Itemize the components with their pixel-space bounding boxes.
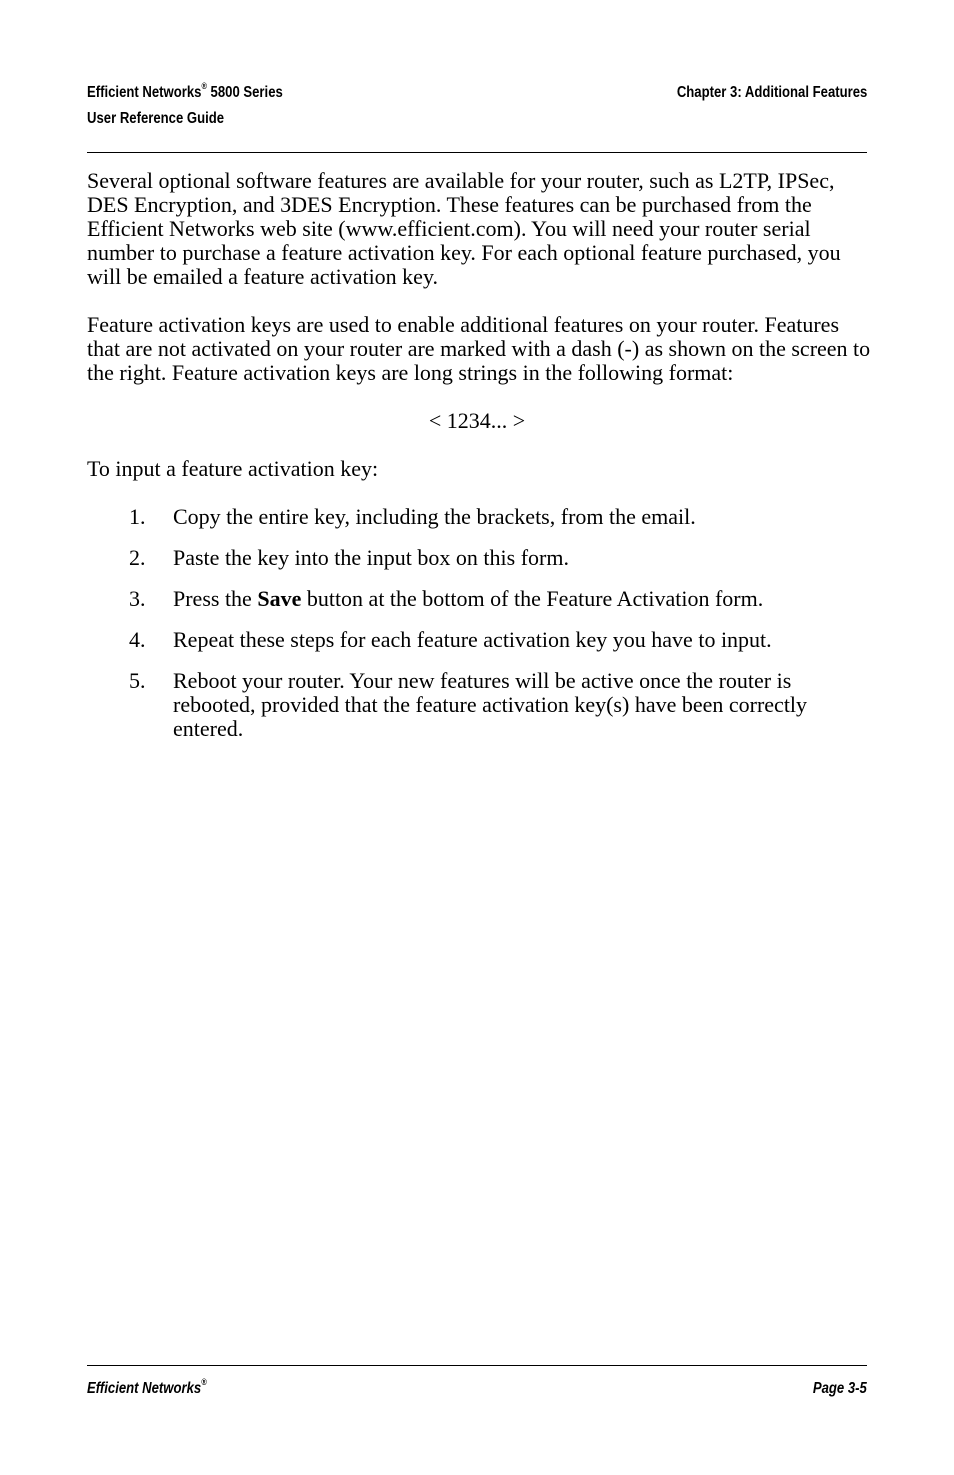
header-series: 5800 Series xyxy=(206,84,283,101)
step-number: 2. xyxy=(129,545,146,570)
footer-brand-line xyxy=(87,1376,207,1402)
step-text-post: button at the bottom of the Feature Activation form. xyxy=(301,586,764,611)
header-product-line xyxy=(87,80,283,106)
list-item xyxy=(87,546,833,570)
step-text: Repeat these steps for each feature activation key you have to input. xyxy=(173,627,772,652)
list-item xyxy=(87,587,833,611)
step-number: 5. xyxy=(129,668,146,693)
save-label-bold: Save xyxy=(257,586,302,611)
step-text-pre: Press the xyxy=(173,586,258,611)
footer-brand: Efficient Networks xyxy=(87,1380,202,1397)
header-brand: Efficient Networks xyxy=(87,84,202,101)
page-body xyxy=(87,169,877,758)
registered-mark: ® xyxy=(201,1377,207,1387)
header-chapter: Chapter 3: Additional Features xyxy=(676,84,867,101)
step-text: Paste the key into the input box on this form. xyxy=(173,545,569,570)
page-header xyxy=(87,80,867,153)
paragraph-activation-keys: Feature activation keys are used to enable additional features on your router. Features that are not activated on your router are marked with a dash (-) as shown on the screen to the right. Feature activation keys are long strings in the following format: xyxy=(87,312,871,385)
step-text: Copy the entire key, including the brackets, from the email. xyxy=(173,504,696,529)
steps-list xyxy=(87,505,877,741)
paragraph-features-intro: Several optional software features are available for your router, such as L2TP, IPSec, DES Encryption, and 3DES Encryption. These features can be purchased from the Efficient Networks web site (www.efficient.com). You will need your router serial number to purchase a feature activation key. For each optional feature purchased, you will be emailed a feature activation key. xyxy=(87,168,841,289)
list-item xyxy=(87,628,833,652)
registered-mark: ® xyxy=(201,81,207,91)
page-number: Page 3-5 xyxy=(813,1380,867,1397)
list-item xyxy=(87,505,833,529)
page-footer xyxy=(87,1365,867,1397)
header-guide-title: User Reference Guide xyxy=(87,110,225,127)
list-item xyxy=(87,669,833,741)
step-number: 1. xyxy=(129,504,146,529)
key-format-example: < 1234... > xyxy=(428,408,526,433)
header-left xyxy=(87,80,283,132)
steps-intro: To input a feature activation key: xyxy=(87,456,379,481)
step-text: Reboot your router. Your new features will be active once the router is rebooted, provided that the feature activation key(s) have been correctly entered. xyxy=(173,668,808,741)
step-number: 3. xyxy=(129,586,146,611)
step-number: 4. xyxy=(129,627,146,652)
